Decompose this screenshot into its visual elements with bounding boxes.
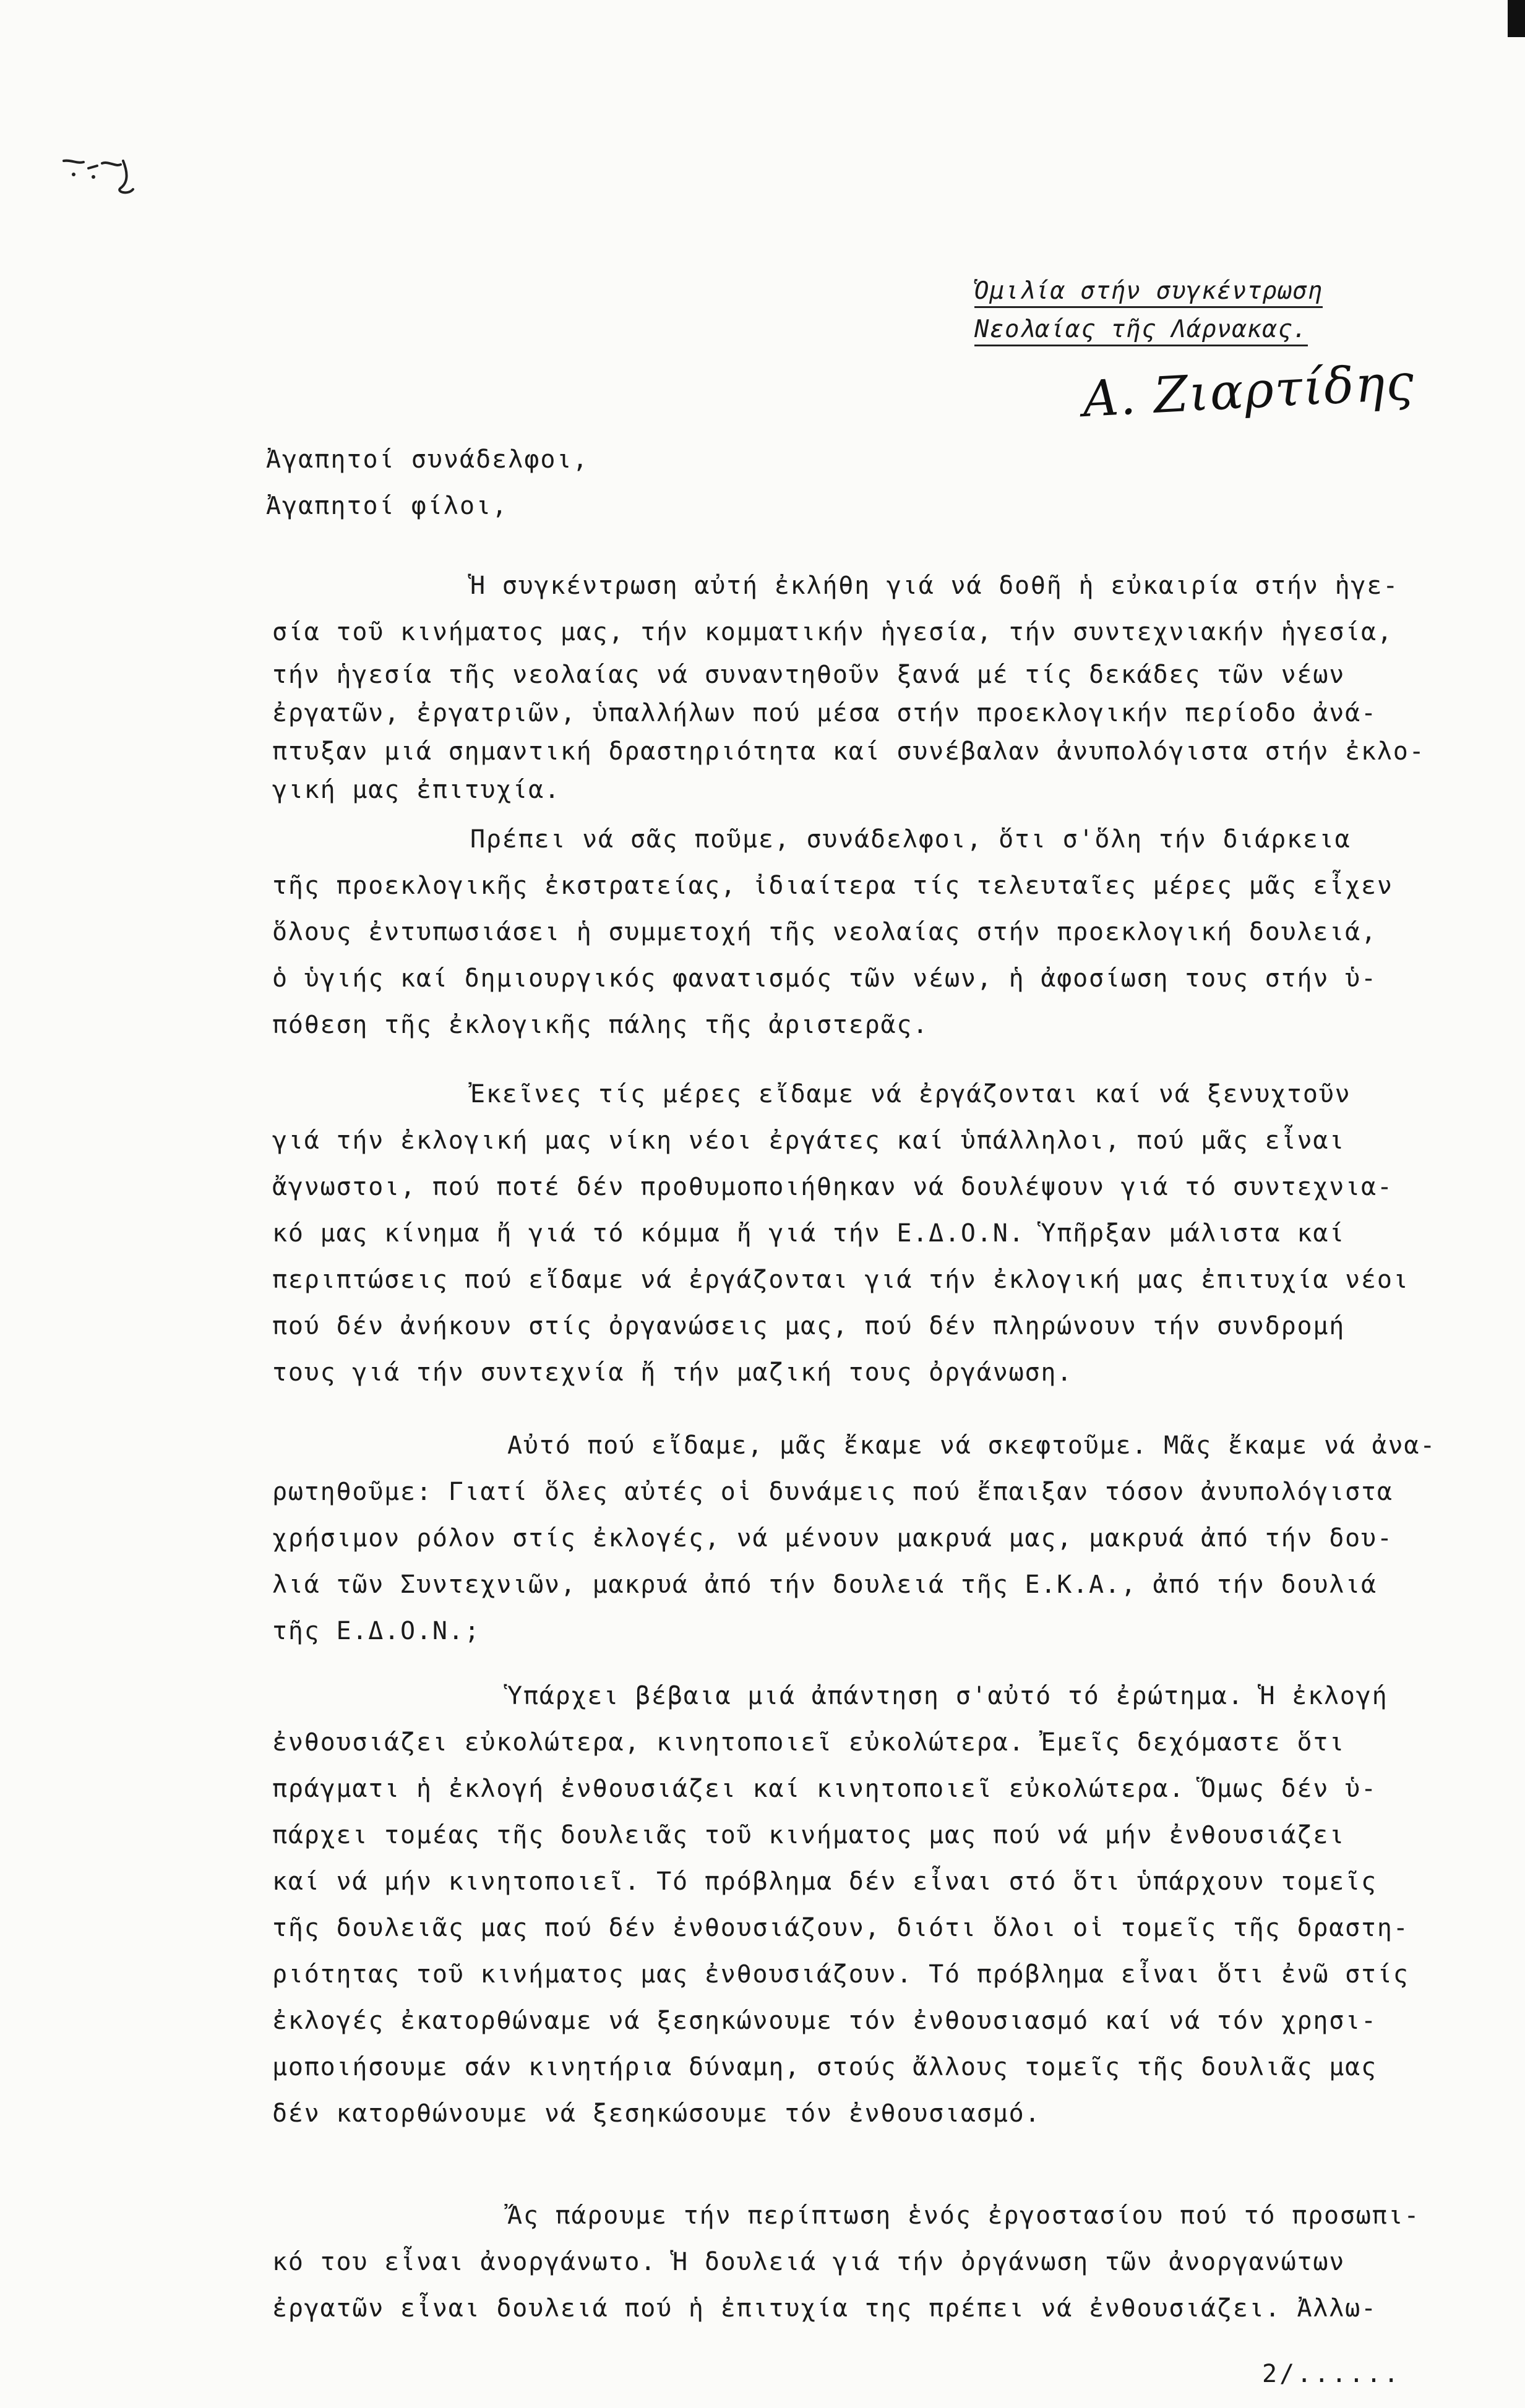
paragraph-6 (272, 2193, 1479, 2332)
text-line: Πρέπει νά σᾶς ποῦμε, συνάδελφοι, ὅτι σ'ὅλη τήν διάρκεια (470, 825, 1351, 854)
text-line: ἐνθουσιάζει εὐκολώτερα, κινητοποιεῖ εὐκολώτερα. Ἐμεῖς δεχόμαστε ὅτι (272, 1728, 1346, 1757)
text-line: τῆς προεκλογικῆς ἐκστρατείας, ἰδιαίτερα τίς τελευταῖες μέρες μᾶς εἶχεν (272, 872, 1393, 900)
text-line: καί νά μήν κινητοποιεῖ. Τό πρόβλημα δέν εἶναι στό ὅτι ὑπάρχουν τομεῖς (272, 1867, 1377, 1896)
text-line: τους γιά τήν συντεχνία ἤ τήν μαζική τους ὀργάνωση. (272, 1358, 1073, 1387)
paragraph-1 (272, 563, 1479, 809)
paragraph-5 (272, 1673, 1479, 2137)
scan-edge-mark (1508, 0, 1525, 37)
text-line: πτυξαν μιά σημαντική δραστηριότητα καί συνέβαλαν ἀνυπολόγιστα στήν ἐκλο- (272, 737, 1425, 766)
text-line: ὁ ὑγιής καί δημιουργικός φανατισμός τῶν νέων, ἡ ἀφοσίωση τους στήν ὑ- (272, 964, 1377, 993)
text-line: ριότητας τοῦ κινήματος μας ἐνθουσιάζουν. Τό πρόβλημα εἶναι ὅτι ἐνῶ στίς (272, 1960, 1409, 1989)
text-line: Ἡ συγκέντρωση αὐτή ἐκλήθη γιά νά δοθῆ ἡ εὐκαιρία στήν ἡγε- (470, 572, 1399, 600)
text-line: ἐργατῶν, ἐργατριῶν, ὑπαλλήλων πού μέσα στήν προεκλογικήν περίοδο ἀνά- (272, 699, 1377, 727)
text-line: Αὐτό πού εἴδαμε, μᾶς ἔκαμε νά σκεφτοῦμε. Μᾶς ἔκαμε νά ἀνα- (507, 1431, 1437, 1460)
text-line: χρήσιμον ρόλον στίς ἐκλογές, νά μένουν μακρυά μας, μακρυά ἀπό τήν δου- (272, 1524, 1393, 1553)
text-line: Ἐκεῖνες τίς μέρες εἴδαμε νά ἐργάζονται καί νά ξενυχτοῦν (470, 1080, 1351, 1108)
text-line: Ὑπάρχει βέβαια μιά ἀπάντηση σ'αὐτό τό ἐρώτημα. Ἡ ἐκλογή (507, 1682, 1388, 1710)
text-line: κό μας κίνημα ἤ γιά τό κόμμα ἤ γιά τήν Ε.Δ.Ο.Ν. Ὑπῆρξαν μάλιστα καί (272, 1219, 1346, 1248)
text-line: περιπτώσεις πού εἴδαμε νά ἐργάζονται γιά τήν ἐκλογική μας ἐπιτυχία νέοι (272, 1266, 1409, 1294)
text-line: τῆς δουλειᾶς μας πού δέν ἐνθουσιάζουν, διότι ὅλοι οἱ τομεῖς τῆς δραστη- (272, 1914, 1409, 1942)
text-line: ἐργατῶν εἶναι δουλειά πού ἡ ἐπιτυχία της πρέπει νά ἐνθουσιάζει. Ἀλλω- (272, 2294, 1377, 2323)
text-line: μοποιήσουμε σάν κινητήρια δύναμη, στούς ἄλλους τομεῖς τῆς δουλιᾶς μας (272, 2053, 1377, 2081)
text-line: τήν ἡγεσία τῆς νεολαίας νά συναντηθοῦν ξανά μέ τίς δεκάδες τῶν νέων (272, 661, 1346, 689)
text-line: γική μας ἐπιτυχία. (272, 776, 561, 804)
paragraph-2 (272, 816, 1479, 1048)
text-line: Ἄς πάρουμε τήν περίπτωση ἑνός ἐργοστασίου πού τό προσωπι- (507, 2201, 1420, 2230)
text-line: ἄγνωστοι, πού ποτέ δέν προθυμοποιήθηκαν νά δουλέψουν γιά τό συντεχνια- (272, 1173, 1393, 1201)
text-line: σία τοῦ κινήματος μας, τήν κομματικήν ἡγεσία, τήν συντεχνιακήν ἡγεσία, (272, 618, 1393, 646)
handwritten-mark-icon (59, 136, 170, 204)
greeting-line-1: Ἀγαπητοί συνάδελφοι, (266, 445, 589, 474)
text-line: ὅλους ἐντυπωσιάσει ἡ συμμετοχή τῆς νεολαίας στήν προεκλογική δουλειά, (272, 918, 1377, 946)
text-line: πράγματι ἡ ἐκλογή ἐνθουσιάζει καί κινητοποιεῖ εὐκολώτερα. Ὅμως δέν ὑ- (272, 1775, 1377, 1803)
document-header (974, 272, 1482, 349)
paragraph-3 (272, 1071, 1479, 1396)
text-line: γιά τήν ἐκλογική μας νίκη νέοι ἐργάτες καί ὑπάλληλοι, πού μᾶς εἶναι (272, 1126, 1346, 1155)
text-line: δέν κατορθώνουμε νά ξεσηκώσουμε τόν ἐνθουσιασμό. (272, 2099, 1041, 2128)
page-number: 2/...... (1262, 2360, 1401, 2388)
handwritten-signature: Α. Ζιαρτίδης (1081, 353, 1417, 428)
text-line: λιά τῶν Συντεχνιῶν, μακρυά ἀπό τήν δουλειά τῆς Ε.Κ.Α., ἀπό τήν δουλιά (272, 1570, 1377, 1599)
header-title: Ὁμιλία στήν συγκέντρωση (974, 272, 1482, 311)
paragraph-4 (272, 1423, 1479, 1655)
text-line: τῆς Ε.Δ.Ο.Ν.; (272, 1617, 481, 1645)
text-line: πόθεση τῆς ἐκλογικῆς πάλης τῆς ἀριστερᾶς. (272, 1011, 929, 1039)
text-line: πού δέν ἀνήκουν στίς ὀργανώσεις μας, πού δέν πληρώνουν τήν συνδρομή (272, 1312, 1346, 1340)
text-line: ρωτηθοῦμε: Γιατί ὅλες αὐτές οἱ δυνάμεις πού ἔπαιξαν τόσον ἀνυπολόγιστα (272, 1478, 1393, 1506)
text-line: ἐκλογές ἐκατορθώναμε νά ξεσηκώνουμε τόν ἐνθουσιασμό καί νά τόν χρησι- (272, 2007, 1377, 2035)
text-line: πάρχει τομέας τῆς δουλειᾶς τοῦ κινήματος μας πού νά μήν ἐνθουσιάζει (272, 1821, 1346, 1849)
greeting-line-2: Ἀγαπητοί φίλοι, (266, 492, 509, 520)
text-line: κό του εἶναι ἀνοργάνωτο. Ἡ δουλειά γιά τήν ὀργάνωση τῶν ἀνοργανώτων (272, 2248, 1346, 2276)
header-subtitle: Νεολαίας τῆς Λάρνακας. (974, 311, 1482, 349)
